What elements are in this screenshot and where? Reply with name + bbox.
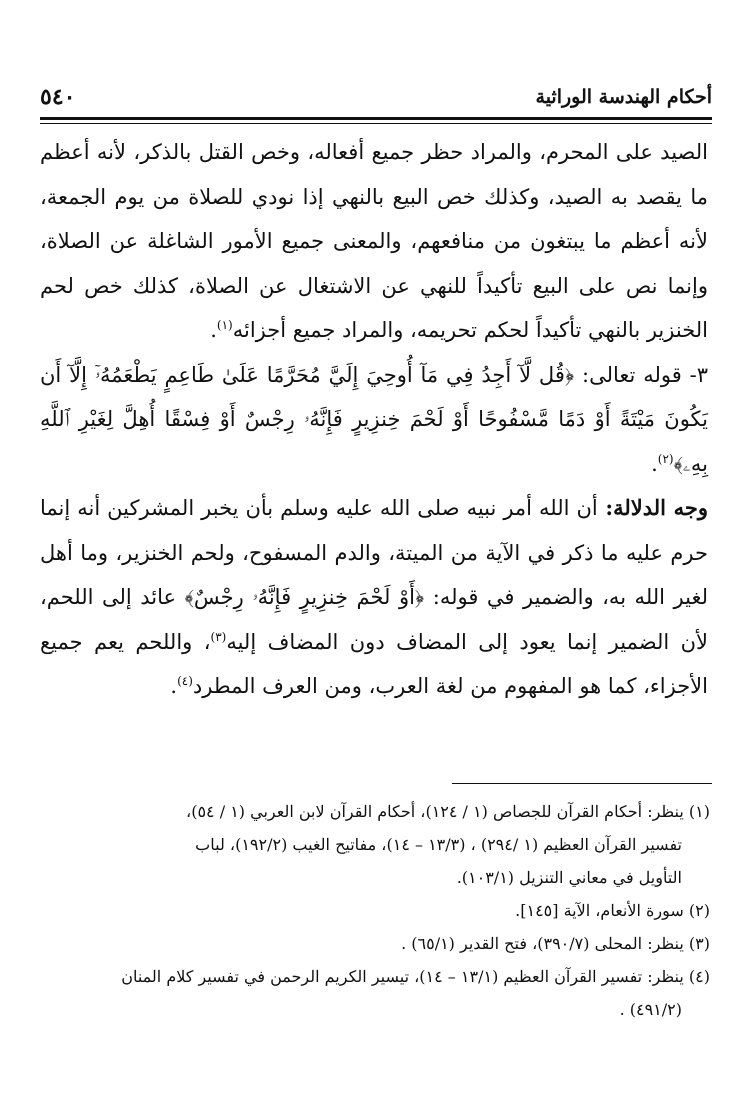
dalalah-end: . bbox=[170, 674, 178, 698]
footnotes bbox=[40, 795, 710, 1026]
paragraph-1-end: . bbox=[210, 318, 217, 342]
running-title: أحكام الهندسة الوراثية bbox=[535, 86, 712, 108]
header-rule-thin bbox=[40, 123, 712, 124]
footnote-ref-1: (١) bbox=[216, 318, 233, 332]
footnote-ref-2: (٢) bbox=[657, 451, 674, 466]
dalalah-text: أن الله أمر نبيه صلى الله عليه وسلم بأن يخبر المشركين أنه إنما حرم عليه ما ذكر في الآية من الميتة، والدم المسفوح، ولحم الخنزير، وما أهل لغير الله به، والضمير في قوله: bbox=[40, 496, 708, 609]
footnote-1-line-3: التأويل في معاني التنزيل (١٠٣/١). bbox=[456, 868, 682, 887]
footnote-ref-4: (٤) bbox=[177, 674, 193, 688]
footnote-4-line-2: (٤٩١/٢) . bbox=[619, 1000, 682, 1019]
header-rule-thick bbox=[40, 117, 712, 120]
item-3 bbox=[40, 353, 708, 487]
paragraph-1-text: الصيد على المحرم، والمراد حظر جميع أفعاله، وخص القتل بالذكر، لأنه أعظم ما يقصد به الصيد، وكذلك خص البيع بالنهي إذا نودي للصلاة من يوم الجمعة، لأنه أعظم ما يبتغون من منافعهم، والمعنى جميع الأمور الشاغلة عن الصلاة، وإنما نص على البيع تأكيداً للنهي عن الاشتغال عن الصلاة، كذلك خص لحم الخنزير بالنهي تأكيداً لحكم تحريمه، والمراد جميع أجزائه bbox=[40, 140, 708, 342]
dalalah-text-2: عائد إلى اللحم، لأن الضمير إنما يعود إلى المضاف دون المضاف إليه bbox=[40, 585, 709, 654]
footnote-4-line-1: (٤) ينظر: تفسير القرآن العظيم (١٣/١ – ١٤)، تيسير الكريم الرحمن في تفسير كلام المنان bbox=[121, 967, 710, 986]
dalalah-paragraph bbox=[40, 486, 708, 709]
item-3-end: . bbox=[651, 451, 658, 476]
page-header bbox=[40, 86, 712, 116]
dalalah-text-3: ، واللحم يعم جميع الأجزاء، كما هو المفهوم من لغة العرب، ومن العرف المطرد bbox=[40, 629, 708, 698]
page-number: ٥٤٠ bbox=[40, 84, 76, 110]
item-3-intro: ٣- قوله تعالى: bbox=[574, 362, 708, 387]
quran-verse-1: ﴿قُل لَّآ أَجِدُ فِي مَآ أُوحِيَ إِلَيَّ مُحَرَّمًا عَلَىٰ طَاعِمٍ يَطْعَمُهُۥٓ إِلَّآ أَن يَكُونَ مَيْتَةً أَوْ دَمًا مَّسْفُوحًا أَوْ لَحْمَ خِنزِيرٍ فَإِنَّهُۥ رِجْسٌ أَوْ فِسْقًا أُهِلَّ لِغَيْرِ ٱللَّهِ بِهِۦ﴾ bbox=[40, 362, 708, 476]
footnote-1-line-2: تفسير القرآن العظيم (١ /٢٩٤) ، (١٣/٣ – ١٤)، مفاتيح الغيب (١٩٢/٢)، لباب bbox=[195, 835, 682, 854]
dalalah-label: وجه الدلالة: bbox=[597, 495, 708, 520]
footnote-1-line-1: (١) ينظر: أحكام القرآن للجصاص (١ / ١٢٤)، أحكام القرآن لابن العربي (١ / ٥٤)، bbox=[186, 802, 710, 821]
footnote-3: (٣) ينظر: المحلى (٣٩٠/٧)، فتح القدير (٦٥/١) . bbox=[401, 934, 710, 953]
paragraph-1 bbox=[40, 130, 708, 353]
footnote-separator bbox=[452, 783, 712, 784]
footnote-ref-3: (٣) bbox=[210, 629, 227, 644]
footnote-2: (٢) سورة الأنعام، الآية [١٤٥]. bbox=[515, 901, 710, 920]
main-text bbox=[40, 130, 708, 709]
quran-verse-2: ﴿أَوْ لَحْمَ خِنزِيرٍ فَإِنَّهُۥ رِجْسٌ﴾ bbox=[184, 585, 425, 609]
